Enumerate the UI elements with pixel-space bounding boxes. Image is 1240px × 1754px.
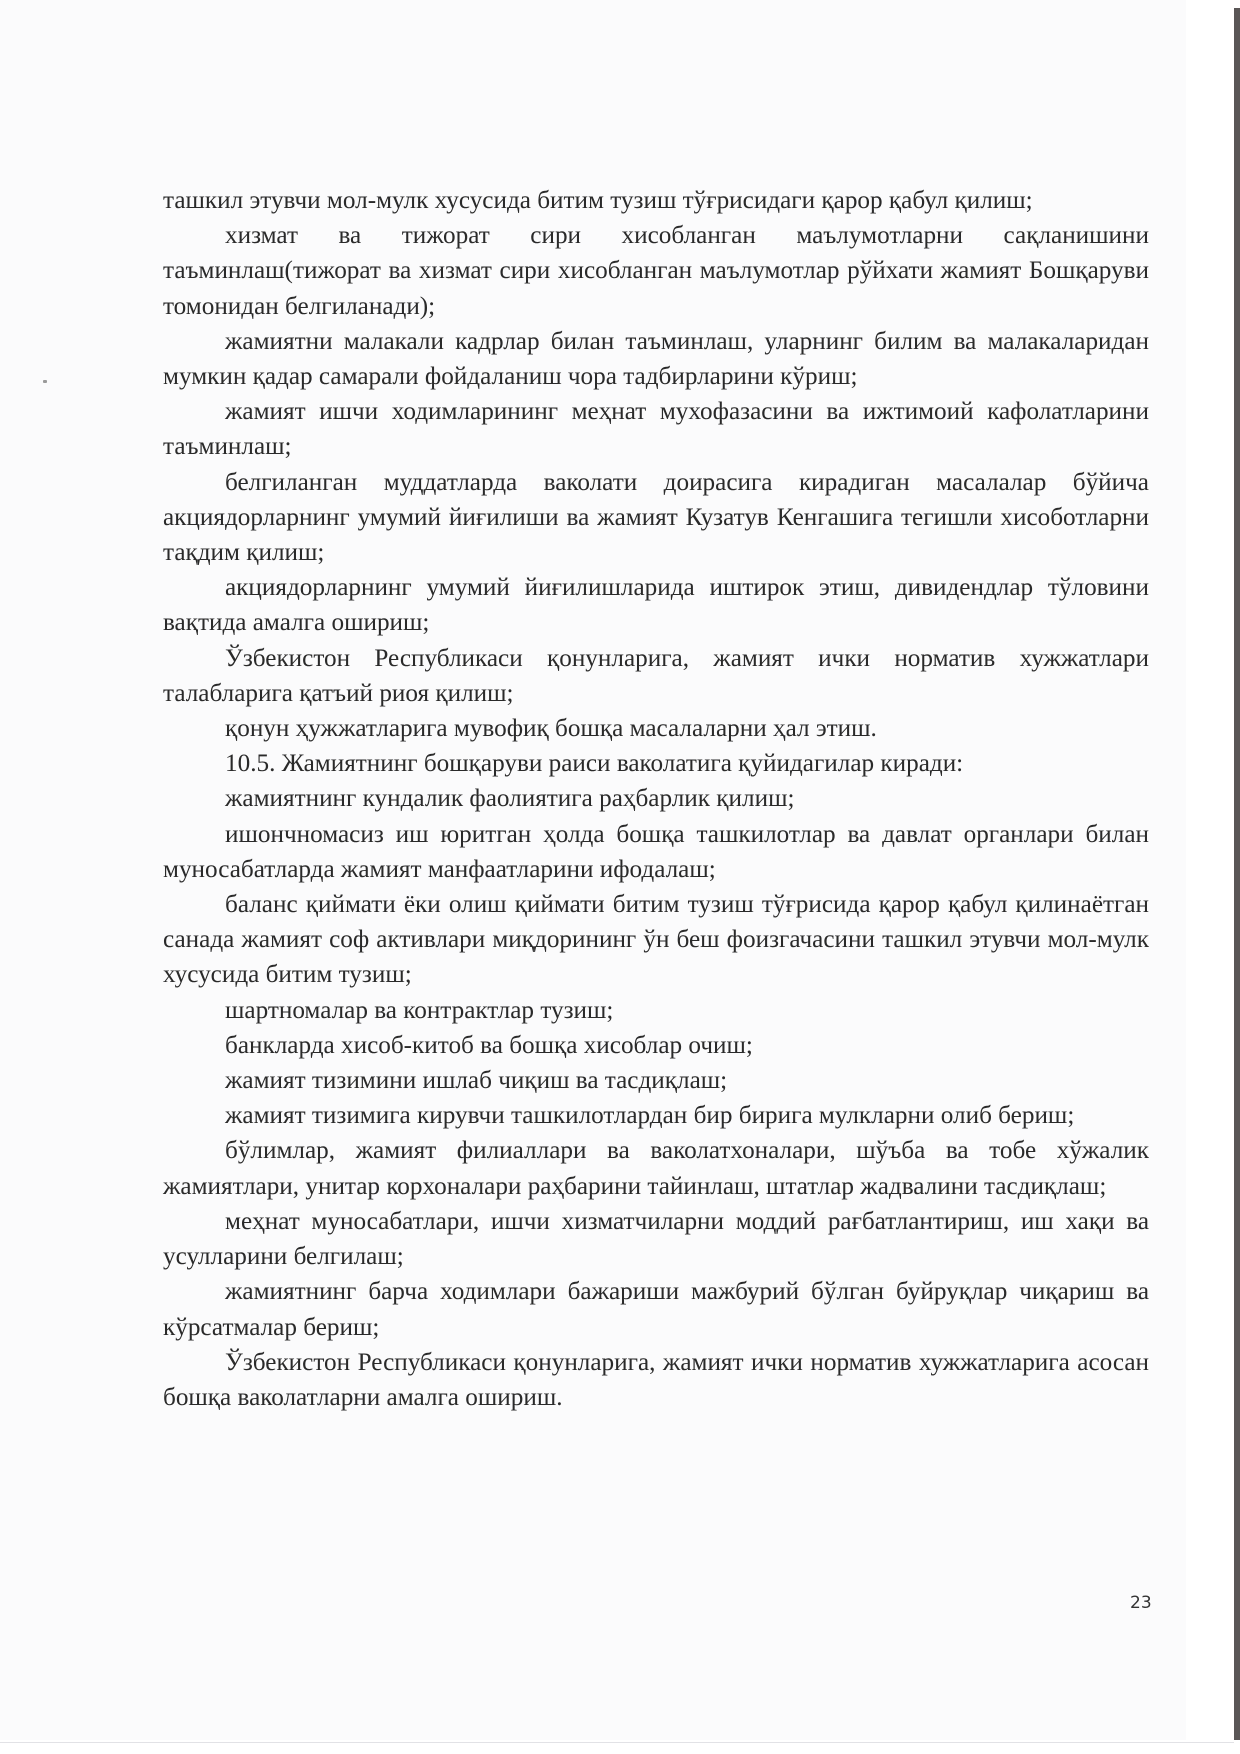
paragraph: жамиятнинг барча ходимлари бажариши мажбурий бўлган буйруқлар чиқариш ва кўрсатмалар бериш; bbox=[163, 1278, 1149, 1341]
paragraph: хизмат ва тижорат сири хисобланган маълумотларни сақланишини таъминлаш(тижорат ва хизмат сири хисобланган маълумотлар рўйхати жамият Бошқаруви томонидан белгиланади); bbox=[163, 222, 1149, 320]
section-heading-10-5: 10.5. Жамиятнинг бошқаруви раиси ваколатига қуйидагилар киради: bbox=[225, 750, 964, 778]
paragraph: бўлимлар, жамият филиаллари ва ваколатхоналари, шўъба ва тобе хўжалик жамиятлари, унитар корхоналари раҳбарини тайинлаш, штатлар жадвалини тасдиқлаш; bbox=[163, 1137, 1149, 1200]
paragraph: жамиятнинг кундалик фаолиятига раҳбарлик қилиш; bbox=[225, 785, 795, 813]
paragraph: жамиятни малакали кадрлар билан таъминлаш, уларнинг билим ва малакаларидан мумкин қадар самарали фойдаланиш чора тадбирларини кўриш; bbox=[163, 327, 1149, 391]
paragraph: шартномалар ва контрактлар тузиш; bbox=[225, 996, 614, 1024]
paragraph: Ўзбекистон Республикаси қонунларига, жамият ички норматив хужжатлари талабларига қатъий риоя қилиш; bbox=[163, 644, 1149, 707]
scan-speck bbox=[43, 380, 47, 383]
scan-edge-right bbox=[1234, 8, 1240, 1740]
page-number: 23 bbox=[1130, 1593, 1152, 1613]
paragraph: ишончномасиз иш юритган ҳолда бошқа ташкилотлар ва давлат органлари билан муносабатларда жамият манфаатларини ифодалаш; bbox=[163, 820, 1149, 883]
paragraph: жамият тизимига кирувчи ташкилотлардан бир бирига мулкларни олиб бериш; bbox=[225, 1102, 1075, 1130]
paragraph: акциядорларнинг умумий йиғилишларида иштирок этиш, дивидендлар тўловини вақтида амалга ошириш; bbox=[163, 574, 1149, 637]
document-body bbox=[163, 183, 1149, 1415]
paragraph: банкларда хисоб-китоб ва бошқа хисоблар очиш; bbox=[225, 1031, 753, 1059]
paragraph: ташкил этувчи мол-мулк хусусида битим тузиш тўғрисидаги қарор қабул қилиш; bbox=[163, 187, 1033, 214]
paragraph: белгиланган муддатларда ваколати доирасига кирадиган масалалар бўйича акциядорларнинг умумий йиғилиши ва жамият Кузатув Кенгашига тегишли хисоботларни тақдим қилиш; bbox=[163, 468, 1149, 567]
paragraph: жамият ишчи ходимларининг меҳнат мухофазасини ва ижтимоий кафолатларини таъминлаш; bbox=[163, 398, 1149, 461]
paragraph: қонун ҳужжатларига мувофиқ бошқа масалаларни ҳал этиш. bbox=[225, 715, 877, 743]
scan-edge-bottom bbox=[0, 1742, 1234, 1743]
paragraph: Ўзбекистон Республикаси қонунларига, жамият ички норматив хужжатларига асосан бошқа ваколатларни амалга ошириш. bbox=[163, 1348, 1149, 1411]
paragraph: баланс қиймати ёки олиш қиймати битим тузиш тўғрисида қарор қабул қилинаётган санада жамият соф активлари миқдорининг ўн беш фоизгачасини ташкил этувчи мол-мулк хусусида битим тузиш; bbox=[163, 891, 1149, 989]
paragraph: меҳнат муносабатлари, ишчи хизматчиларни моддий рағбатлантириш, иш хақи ва усулларини белгилаш; bbox=[163, 1207, 1149, 1271]
paragraph: жамият тизимини ишлаб чиқиш ва тасдиқлаш; bbox=[225, 1067, 728, 1095]
